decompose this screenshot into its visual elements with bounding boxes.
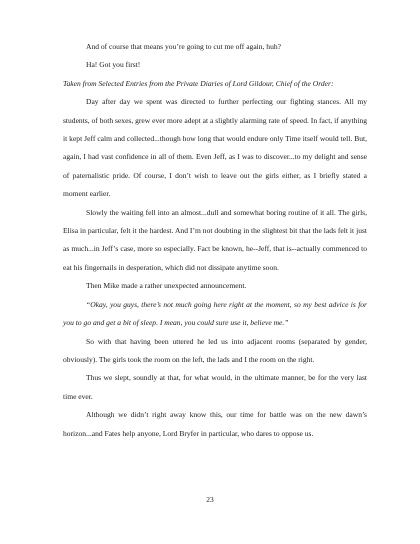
- page-number: 23: [206, 495, 214, 504]
- diary-entry-heading: Taken from Selected Entries from the Private Diaries of Lord Gildour, Chief of the Order:: [63, 78, 334, 88]
- dialogue-paragraph: “Okay, you guys, there’s not much going here right at the moment, so my best advice is for you to go and get a bit of sleep. I mean, you could sure use it, believe me.”: [63, 299, 367, 328]
- paragraph: Thus we slept, soundly at that, for what would, in the ultimate manner, be for the very last time ever.: [63, 373, 367, 401]
- body-text: [63, 38, 367, 443]
- paragraph: And of course that means you’re going to cut me off again, huh?: [86, 42, 281, 51]
- paragraph: Slowly the waiting fell into an almost...dull and somewhat boring routine of it all. The girls, Elisa in particular, felt it the hardest. And I’m not doubting in the slightest bit that the lads felt it just as much...in Jeff’s case, more so especially. Fact be known, he--Jeff, that is--actually commenced to eat his fingernails in desperation, which did not dissipate anytime soon.: [63, 207, 367, 272]
- paragraph: Ha! Got you first!: [86, 60, 141, 70]
- paragraph: Day after day we spent was directed to further perfecting our fighting stances. All my students, of both sexes, grew ever more adept at a slightly alarming rate of speed. In fact, if anything it kept Jeff calm and collected...though how long that would endure only Time itself would tell. But, again, I had vast confidence in all of them. Even Jeff, as I was to discover...to my delight and sense of paternalistic pride. Of course, I don’t wish to leave out the girls either, as I briefly stated a moment earlier.: [63, 97, 367, 199]
- paragraph: Although we didn’t right away know this, our time for battle was on the new dawn’s horizon...and Fates help anyone, Lord Bryfer in particular, who dares to oppose us.: [63, 410, 367, 438]
- paragraph: Then Mike made a rather unexpected announcement.: [86, 281, 247, 291]
- paragraph: So with that having been uttered he led us into adjacent rooms (separated by gender, obviously). The girls took the room on the left, the lads and I the room on the right.: [63, 336, 367, 364]
